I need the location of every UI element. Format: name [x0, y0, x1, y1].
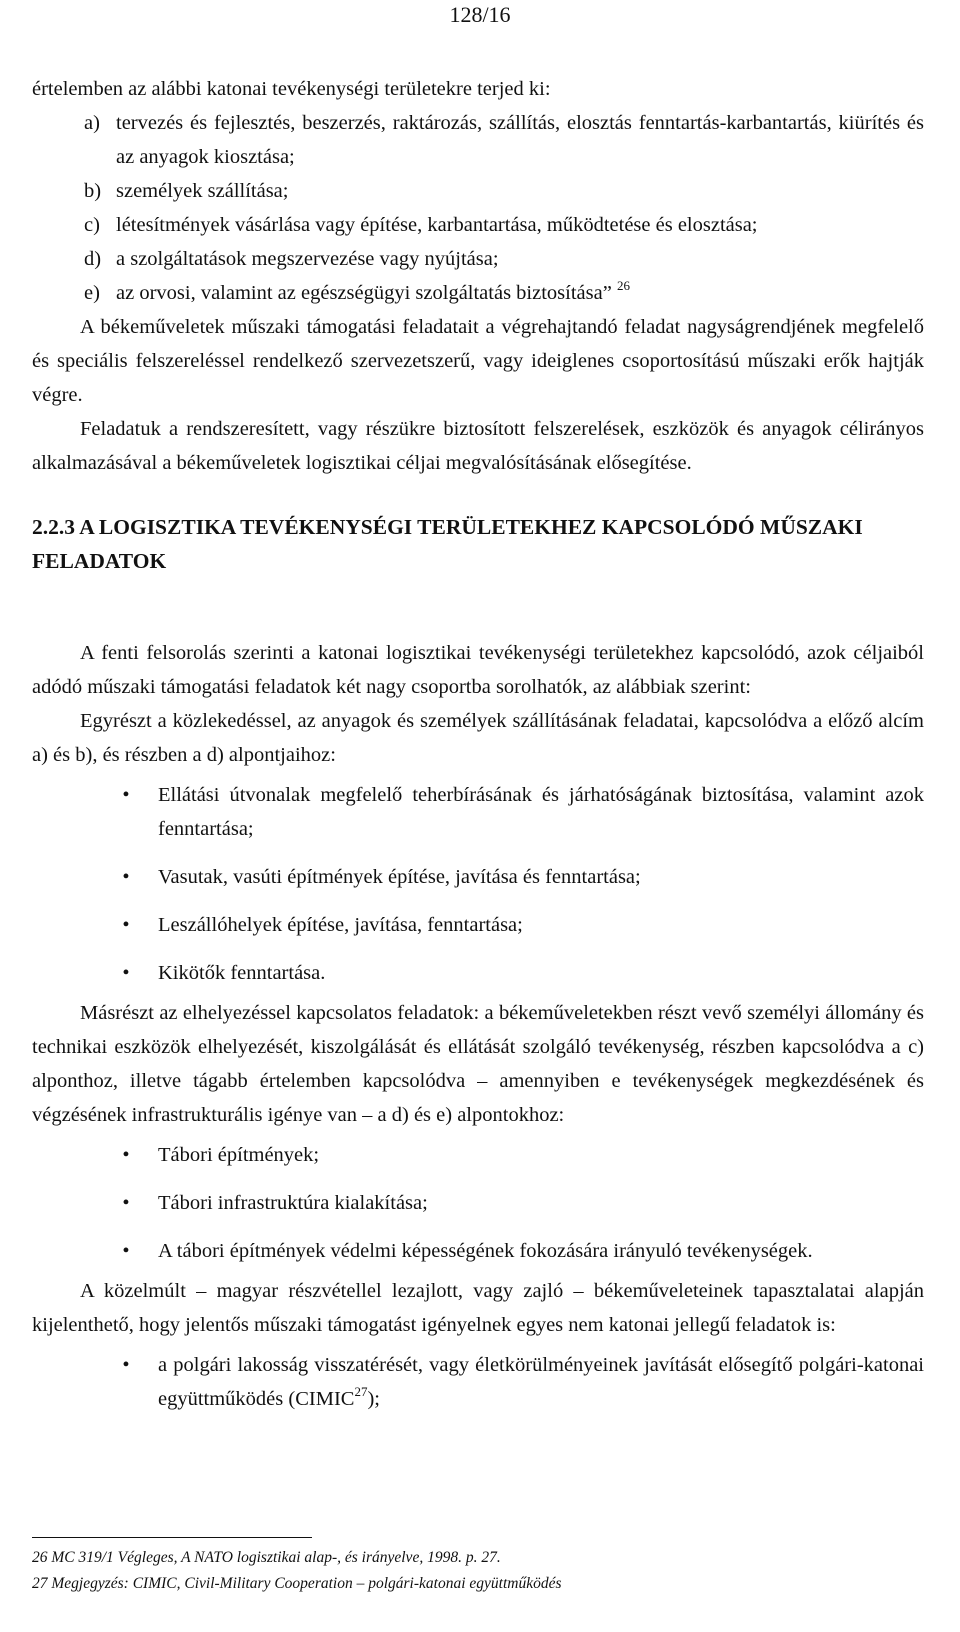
bullet-item	[32, 778, 924, 846]
page-body	[32, 72, 924, 1430]
bullet-icon: •	[122, 784, 130, 806]
accommodation-tasks-list	[32, 1138, 924, 1268]
bullet-item	[32, 1348, 924, 1416]
bullet-text: Vasutak, vasúti építmények építése, javítása és fenntartása;	[158, 866, 641, 888]
bullet-text: Tábori infrastruktúra kialakítása;	[158, 1192, 428, 1214]
list-label: a)	[84, 112, 100, 134]
paragraph: A közelmúlt – magyar részvétellel lezajlott, vagy zajló – békeműveleteinek tapasztalatai alapján kijelenthető, hogy jelentős műszaki támogatást igényelnek egyes nem katonai jellegű feladatok is:	[32, 1280, 924, 1336]
footnotes	[32, 1545, 924, 1597]
list-text: személyek szállítása;	[116, 180, 289, 202]
list-item	[32, 174, 924, 208]
footnote-ref-27[interactable]: 27	[354, 1384, 368, 1399]
list-text: az orvosi, valamint az egészségügyi szolgáltatás biztosítása”	[116, 282, 612, 304]
list-text: létesítmények vásárlása vagy építése, karbantartása, működtetése és elosztása;	[116, 214, 758, 236]
bullet-text: Ellátási útvonalak megfelelő teherbírásának és járhatóságának biztosítása, valamint azok fenntartása;	[158, 784, 924, 840]
bullet-item	[32, 1234, 924, 1268]
transport-tasks-list	[32, 778, 924, 990]
footnote-ref-26[interactable]: 26	[616, 278, 630, 293]
paragraph: A békeműveletek műszaki támogatási feladatait a végrehajtandó feladat nagyságrendjének megfelelő és speciális felszereléssel rendelkező szervezetszerű, vagy ideiglenes csoportosítású műszaki erők hajtják végre.	[32, 316, 924, 406]
bullet-icon: •	[122, 1192, 130, 1214]
bullet-text-end: );	[367, 1388, 380, 1410]
bullet-item	[32, 1138, 924, 1172]
footnote-27: 27 Megjegyzés: CIMIC, Civil-Military Cooperation – polgári-katonai együttműködés	[32, 1575, 562, 1592]
paragraph: A fenti felsorolás szerinti a katonai logisztikai tevékenységi területekhez kapcsolódó, azok céljaiból adódó műszaki támogatási feladatok két nagy csoportba sorolhatók, az alábbiak szerint:	[32, 642, 924, 698]
bullet-icon: •	[122, 962, 130, 984]
list-text: a szolgáltatások megszervezése vagy nyújtása;	[116, 248, 499, 270]
list-item	[32, 242, 924, 276]
page-number: 128/16	[449, 2, 511, 27]
bullet-text: Tábori építmények;	[158, 1144, 320, 1166]
bullet-icon: •	[122, 914, 130, 936]
bullet-text: A tábori építmények védelmi képességének fokozására irányuló tevékenységek.	[158, 1240, 813, 1262]
paragraph: Feladatuk a rendszeresített, vagy részükre biztosított felszerelések, eszközök és anyagok célirányos alkalmazásával a békeműveletek logisztikai céljai megvalósításának elősegítése.	[32, 418, 924, 474]
bullet-item	[32, 908, 924, 942]
list-label: c)	[84, 214, 100, 236]
bullet-icon: •	[122, 866, 130, 888]
list-label: e)	[84, 282, 100, 304]
activity-areas-list	[32, 106, 924, 310]
list-item	[32, 276, 924, 310]
list-item	[32, 208, 924, 242]
footnote-divider	[32, 1537, 312, 1538]
list-text: tervezés és fejlesztés, beszerzés, raktározás, szállítás, elosztás fenntartás-karbantartás, kiürítés és az anyagok kiosztása;	[116, 112, 924, 168]
bullet-item	[32, 1186, 924, 1220]
bullet-icon: •	[122, 1144, 130, 1166]
civil-tasks-list	[32, 1348, 924, 1416]
bullet-item	[32, 956, 924, 990]
list-label: b)	[84, 180, 102, 202]
paragraph: Másrészt az elhelyezéssel kapcsolatos feladatok: a békeműveletekben részt vevő személyi állomány és technikai eszközök elhelyezését, kiszolgálását és ellátását szolgáló tevékenység, részben kapcsolódva a c) alponthoz, illetve tágabb értelemben kapcsolódva – amennyiben e tevékenységek megkezdésének és végzésének infrastrukturális igénye van – a d) és e) alpontokhoz:	[32, 1002, 924, 1126]
list-label: d)	[84, 248, 102, 270]
section-heading: 2.2.3 A LOGISZTIKA TEVÉKENYSÉGI TERÜLETEKHEZ KAPCSOLÓDÓ MŰSZAKI FELADATOK	[32, 515, 863, 573]
bullet-text: Kikötők fenntartása.	[158, 962, 326, 984]
bullet-text: Leszállóhelyek építése, javítása, fenntartása;	[158, 914, 523, 936]
list-item	[32, 106, 924, 174]
intro-paragraph: értelemben az alábbi katonai tevékenységi területekre terjed ki:	[32, 78, 551, 100]
bullet-icon: •	[122, 1354, 130, 1376]
bullet-text: a polgári lakosság visszatérését, vagy életkörülményeinek javítását elősegítő polgári-katonai együttműködés (CIMIC	[158, 1354, 924, 1410]
footnote-26: 26 MC 319/1 Végleges, A NATO logisztikai alap-, és irányelve, 1998. p. 27.	[32, 1549, 501, 1566]
bullet-item	[32, 860, 924, 894]
paragraph: Egyrészt a közlekedéssel, az anyagok és személyek szállításának feladatai, kapcsolódva a előző alcím a) és b), és részben a d) alpontjaihoz:	[32, 710, 924, 766]
bullet-icon: •	[122, 1240, 130, 1262]
